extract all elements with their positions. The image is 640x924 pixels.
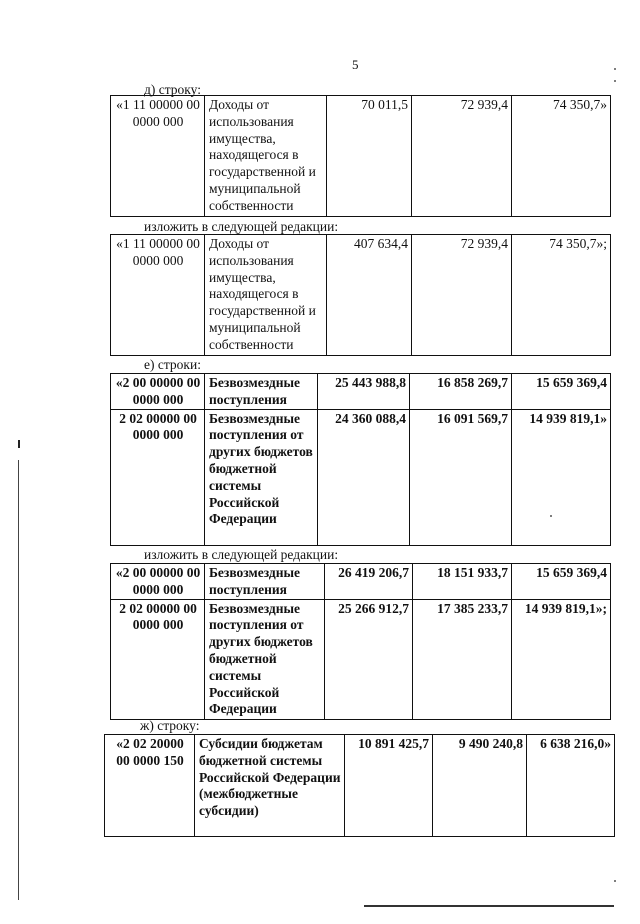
row-value-1: 26 419 206,7 (325, 564, 413, 600)
section-d-heading: д) строку: (144, 82, 201, 97)
row-value-2: 9 490 240,8 (433, 735, 527, 837)
section-e-new-table (110, 563, 611, 720)
scan-speck (614, 80, 616, 82)
row-name: Доходы от использования имущества, находящегося в государственной и муниципальной собственности (205, 235, 327, 356)
section-e-heading: е) строки: (144, 357, 201, 372)
scan-mark (18, 440, 20, 448)
row-value-1: 10 891 425,7 (345, 735, 433, 837)
row-value-1: 25 266 912,7 (325, 599, 413, 719)
scan-edge-line (18, 460, 19, 900)
row-value-2: 17 385 233,7 (413, 599, 512, 719)
row-code: «2 00 00000 00 0000 000 (111, 564, 205, 600)
table-row (111, 564, 611, 600)
row-value-3: 15 659 369,4 (512, 374, 611, 410)
row-value-1: 70 011,5 (327, 96, 412, 217)
section-zh-table (104, 734, 615, 837)
section-d-new-table (110, 234, 611, 356)
row-value-3: 15 659 369,4 (512, 564, 611, 600)
row-value-2: 72 939,4 (412, 96, 512, 217)
row-code: 2 02 00000 00 0000 000 (111, 409, 205, 545)
row-code: 2 02 00000 00 0000 000 (111, 599, 205, 719)
row-name: Безвозмездные поступления (205, 374, 318, 410)
section-d-table (110, 95, 611, 217)
row-value-3: 6 638 216,0» (527, 735, 615, 837)
table-row (111, 409, 611, 545)
row-code: «1 11 00000 00 0000 000 (111, 235, 205, 356)
table-row (111, 96, 611, 217)
row-name: Безвозмездные поступления от других бюджетов бюджетной системы Российской Федерации (205, 409, 318, 545)
row-code: «2 00 00000 00 0000 000 (111, 374, 205, 410)
section-e-table (110, 373, 611, 546)
row-value-1: 25 443 988,8 (318, 374, 410, 410)
row-code: «2 02 20000 00 0000 150 (105, 735, 195, 837)
row-value-3: 14 939 819,1»; (512, 599, 611, 719)
row-value-1: 407 634,4 (327, 235, 412, 356)
row-value-3: 14 939 819,1» (512, 409, 611, 545)
row-name: Субсидии бюджетам бюджетной системы Российской Федерации (межбюджетные субсидии) (195, 735, 345, 837)
scan-speck (550, 515, 552, 517)
section-zh-heading: ж) строку: (140, 718, 200, 733)
table-row (111, 235, 611, 356)
row-name: Безвозмездные поступления от других бюджетов бюджетной системы Российской Федерации (205, 599, 325, 719)
row-value-2: 18 151 933,7 (413, 564, 512, 600)
section-d-new-heading: изложить в следующей редакции: (144, 219, 339, 234)
page-number: 5 (352, 57, 359, 72)
bottom-rule (364, 905, 614, 907)
row-value-2: 72 939,4 (412, 235, 512, 356)
row-name: Безвозмездные поступления (205, 564, 325, 600)
row-value-3: 74 350,7» (512, 96, 611, 217)
section-e-new-heading: изложить в следующей редакции: (144, 547, 339, 562)
row-value-3: 74 350,7»; (512, 235, 611, 356)
table-row (111, 374, 611, 410)
row-code: «1 11 00000 00 0000 000 (111, 96, 205, 217)
scan-speck (614, 68, 616, 70)
row-value-2: 16 858 269,7 (410, 374, 512, 410)
row-value-2: 16 091 569,7 (410, 409, 512, 545)
row-value-1: 24 360 088,4 (318, 409, 410, 545)
table-row (105, 735, 615, 837)
row-name: Доходы от использования имущества, находящегося в государственной и муниципальной собственности (205, 96, 327, 217)
table-row (111, 599, 611, 719)
scan-speck (614, 880, 616, 882)
